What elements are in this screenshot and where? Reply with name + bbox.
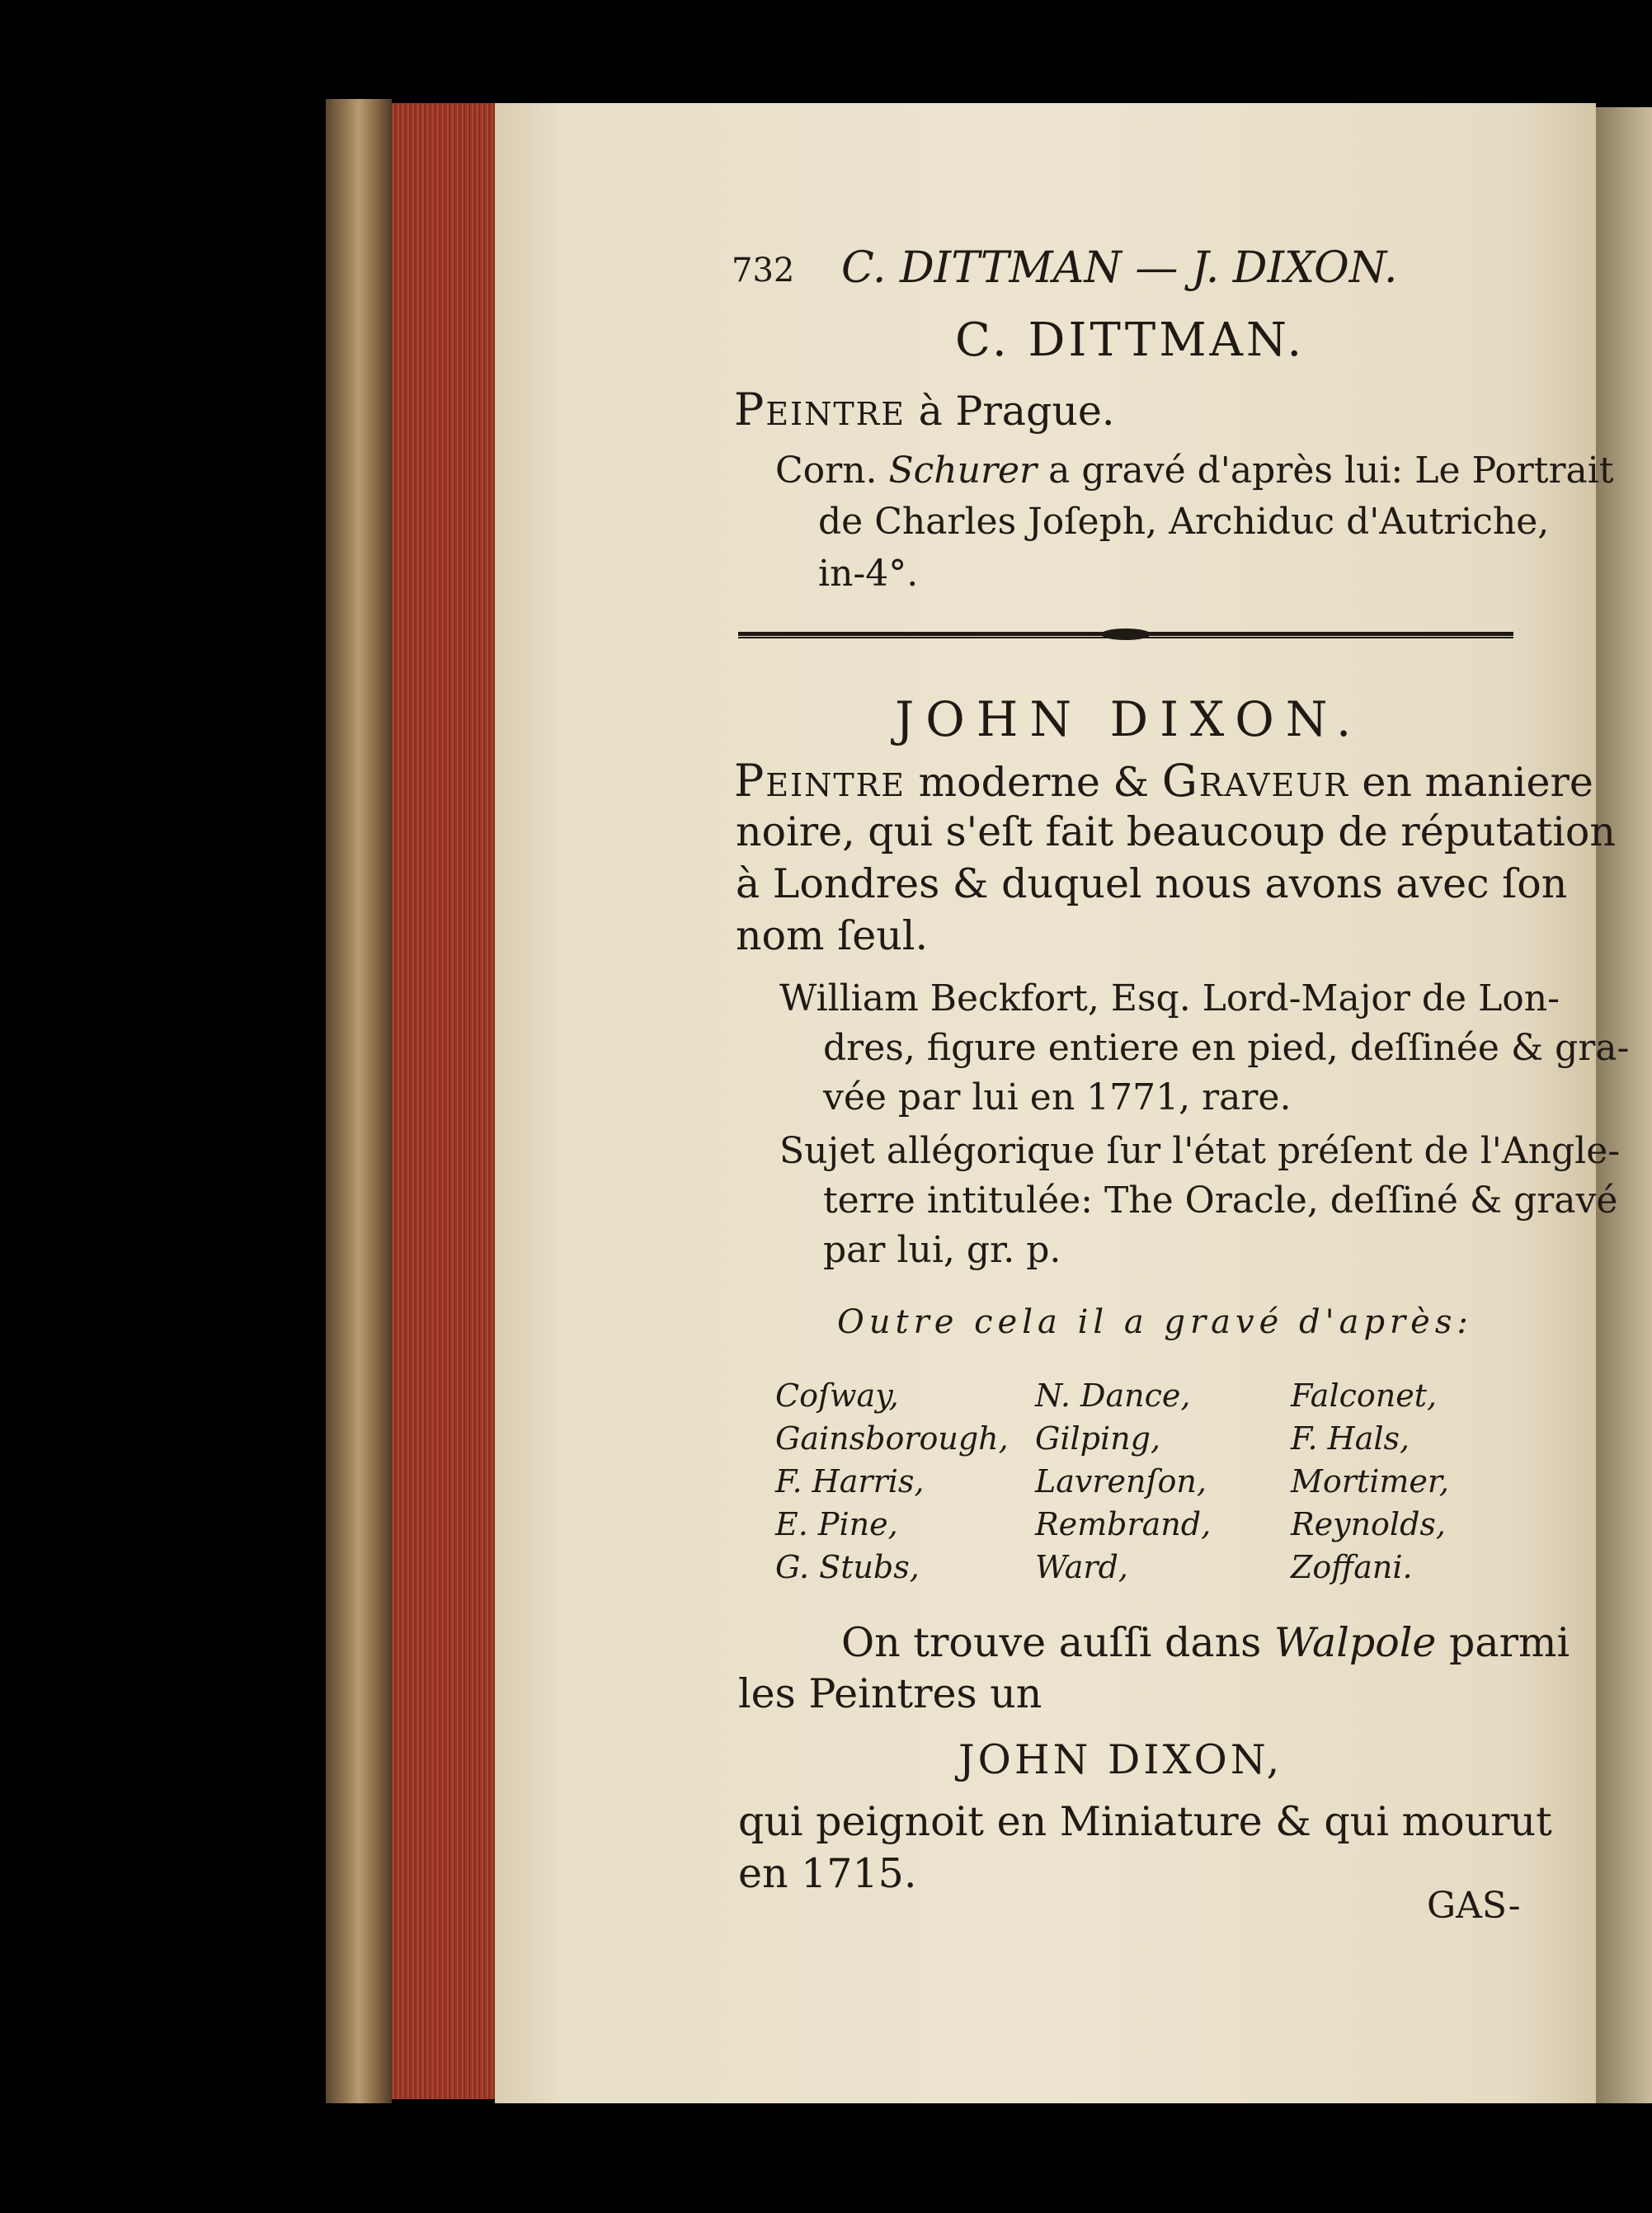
dittman-work-line3: in-4°. <box>818 553 919 595</box>
dixon-intro-line3: à Londres & duquel nous avons avec ſon <box>736 860 1568 907</box>
artist-name: Zoffani. <box>1291 1549 1413 1585</box>
page-content <box>495 103 1630 2103</box>
dixon-work1-line3: vée par lui en 1771, rare. <box>823 1076 1292 1118</box>
text-segment: a gravé d'après lui: Le Portrait <box>1048 450 1614 492</box>
artist-name: F. Harris, <box>775 1463 925 1500</box>
page-number: 732 <box>732 252 795 290</box>
dixon-intro-line1 <box>734 755 1593 807</box>
artist-name: Lavrenſon, <box>1035 1463 1207 1500</box>
intro-rest: à Prague. <box>918 388 1115 435</box>
dixon-work2-line1: Sujet allégorique ſur l'état préſent de l'Angle- <box>779 1130 1621 1172</box>
dixon-work1-line2: dres, figure entiere en pied, deſſinée & gra- <box>823 1027 1630 1069</box>
artist-name: Reynolds, <box>1291 1506 1446 1542</box>
artist-name: Gilping, <box>1035 1420 1161 1457</box>
artist-name: Gainsborough, <box>775 1420 1009 1457</box>
dittman-work-line2: de Charles Joſeph, Archiduc d'Autriche, <box>818 501 1550 543</box>
intro-graveur: Graveur <box>1161 755 1349 807</box>
closing-title-dixon: JOHN DIXON, <box>958 1736 1283 1783</box>
dixon-work2-line2: terre intitulée: The Oracle, deſſiné & gravé <box>823 1179 1618 1222</box>
artist-name: Coſway, <box>775 1377 899 1414</box>
running-title: C. DITTMAN — J. DIXON. <box>841 243 1398 293</box>
text-segment: moderne & <box>918 759 1150 806</box>
entry-dittman-intro <box>734 384 1115 436</box>
entry-title-dixon: JOHN DIXON. <box>895 691 1363 747</box>
engraver-name: Schurer <box>888 450 1038 492</box>
dixon-intro-line4: nom ſeul. <box>736 912 929 959</box>
entry-title-dittman: C. DITTMAN. <box>955 313 1306 367</box>
ornamental-rule <box>738 629 1513 640</box>
text-segment: On trouve auſſi dans <box>841 1619 1262 1666</box>
author-walpole: Walpole <box>1273 1619 1437 1666</box>
artist-name: F. Hals, <box>1291 1420 1410 1457</box>
dixon-intro-line2: noire, qui s'eſt fait beaucoup de réputation <box>736 808 1616 855</box>
artist-name: Falconet, <box>1291 1377 1438 1414</box>
artist-name: Rembrand, <box>1035 1506 1212 1542</box>
artist-name: Ward, <box>1035 1549 1128 1585</box>
artist-name: Mortimer, <box>1291 1463 1449 1500</box>
closing-line2: les Peintres un <box>738 1670 1043 1717</box>
closing-line1 <box>841 1619 1570 1666</box>
intro-lead: Peintre <box>734 384 906 436</box>
artist-name: N. Dance, <box>1035 1377 1191 1414</box>
book-page <box>495 103 1630 2103</box>
artist-name: E. Pine, <box>775 1506 898 1542</box>
text-segment: Corn. <box>775 450 878 492</box>
catchword: GAS- <box>1427 1885 1521 1927</box>
book-spine <box>326 99 392 2103</box>
intro-lead: Peintre <box>734 755 906 807</box>
closing-line3: qui peignoit en Miniature & qui mourut <box>738 1798 1552 1845</box>
dixon-work2-line3: par lui, gr. p. <box>823 1229 1061 1271</box>
page-edges <box>392 103 499 2099</box>
facing-page-edge <box>1596 107 1652 2103</box>
text-segment: en maniere <box>1362 759 1593 806</box>
text-segment: parmi <box>1449 1619 1570 1666</box>
engraved-after-intro: Outre cela il a gravé d'après: <box>837 1303 1473 1341</box>
dixon-work1-line1: William Beckfort, Esq. Lord-Major de Lon- <box>779 977 1560 1019</box>
closing-line4: en 1715. <box>738 1850 917 1897</box>
artist-name: G. Stubs, <box>775 1549 920 1585</box>
dittman-work-line1 <box>775 450 1614 492</box>
